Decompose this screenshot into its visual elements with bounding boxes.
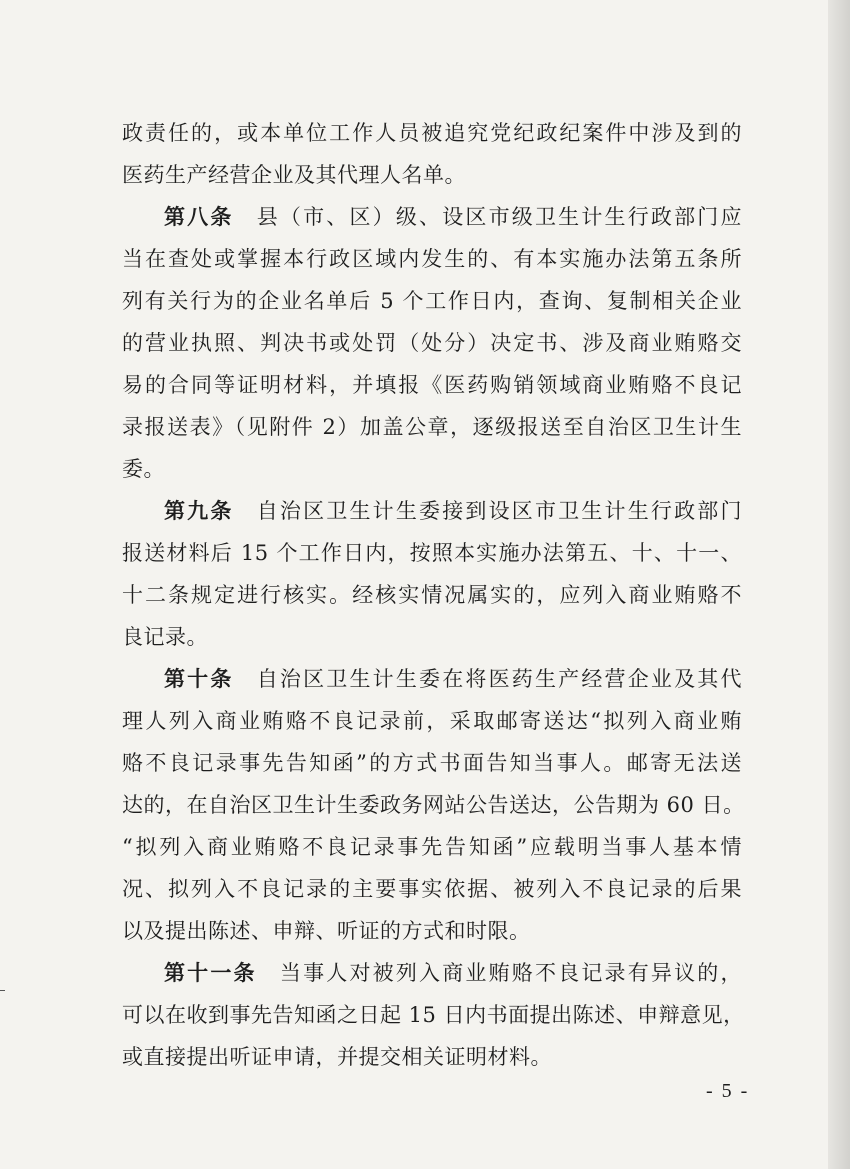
text-line-1: 政责任的，或本单位工作人员被追究党纪政纪案件中涉及到的: [122, 121, 742, 145]
article-8-heading-line: 第八条 县（市、区）级、设区市级卫生计生行政部门应: [164, 205, 742, 229]
text-line-17: 达的，在自治区卫生计生委政务网站公告送达，公告期为 60 日。: [122, 793, 745, 817]
text-line-2: 医药生产经营企业及其代理人名单。: [122, 163, 466, 187]
text-line-9: 委。: [122, 457, 165, 481]
text-line-22: 可以在收到事先告知函之日起 15 日内书面提出陈述、申辩意见，: [122, 1003, 745, 1027]
article-9-label: 第九条: [164, 499, 234, 523]
body-text: [122, 112, 745, 1078]
text-line-23: 或直接提出听证申请，并提交相关证明材料。: [122, 1045, 552, 1069]
text-line-12: 十二条规定进行核实。经核实情况属实的，应列入商业贿赂不: [122, 583, 742, 607]
page-number: - 5 -: [706, 1080, 750, 1102]
text-line-16: 赂不良记录事先告知函”的方式书面告知当事人。邮寄无法送: [122, 751, 742, 775]
article-8-label: 第八条: [164, 205, 234, 229]
text-line-18: “拟列入商业贿赂不良记录事先告知函”应载明当事人基本情: [122, 835, 742, 859]
text-line-15: 理人列入商业贿赂不良记录前，采取邮寄送达“拟列入商业贿: [122, 709, 742, 733]
article-11-heading-line: 第十一条 当事人对被列入商业贿赂不良记录有异议的，: [164, 961, 742, 985]
article-11-label: 第十一条: [164, 961, 257, 985]
article-10-heading-line: 第十条 自治区卫生计生委在将医药生产经营企业及其代: [164, 667, 742, 691]
text-line-7: 易的合同等证明材料，并填报《医药购销领域商业贿赂不良记: [122, 373, 742, 397]
page-edge-shadow: [828, 0, 850, 1169]
text-line-8: 录报送表》（见附件 2）加盖公章，逐级报送至自治区卫生计生: [122, 415, 742, 439]
article-10-label: 第十条: [164, 667, 234, 691]
text-line-19: 况、拟列入不良记录的主要事实依据、被列入不良记录的后果: [122, 877, 742, 901]
text-line-11: 报送材料后 15 个工作日内，按照本实施办法第五、十、十一、: [122, 541, 742, 565]
text-line-13: 良记录。: [122, 625, 208, 649]
text-line-4: 当在查处或掌握本行政区域内发生的、有本实施办法第五条所: [122, 247, 742, 271]
article-9-heading-line: 第九条 自治区卫生计生委接到设区市卫生计生行政部门: [164, 499, 742, 523]
binding-mark: [0, 990, 5, 991]
text-line-6: 的营业执照、判决书或处罚（处分）决定书、涉及商业贿赂交: [122, 331, 742, 355]
text-line-20: 以及提出陈述、申辩、听证的方式和时限。: [122, 919, 531, 943]
text-line-5: 列有关行为的企业名单后 5 个工作日内，查询、复制相关企业: [122, 289, 742, 313]
